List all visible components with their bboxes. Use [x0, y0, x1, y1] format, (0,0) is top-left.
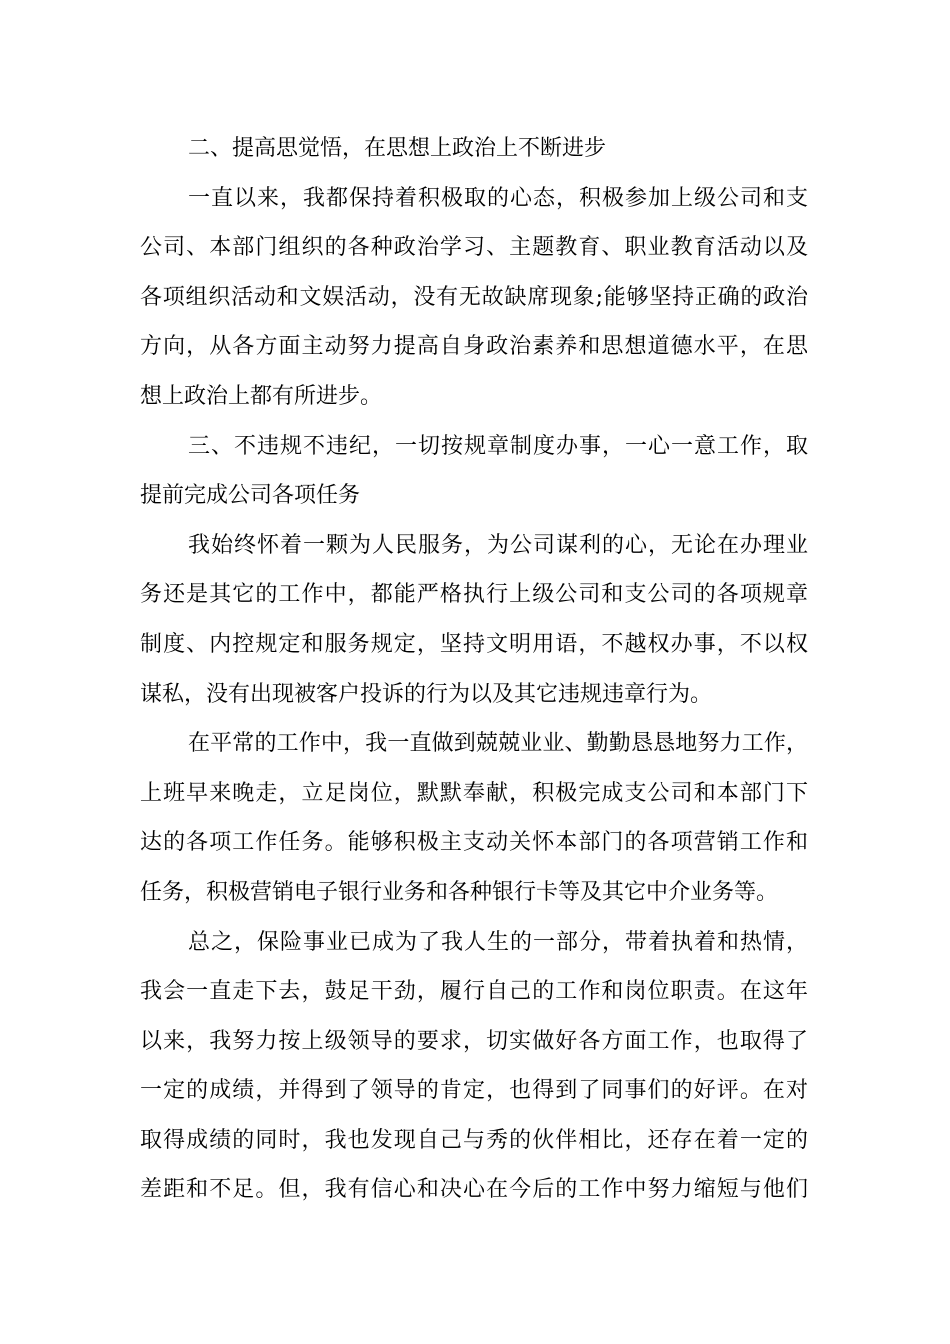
paragraph-line: 取得成绩的同时，我也发现自己与秀的伙伴相比，还存在着一定的 — [140, 1127, 808, 1153]
paragraph-line: 以来，我努力按上级领导的要求，切实做好各方面工作，也取得了 — [140, 1028, 808, 1054]
paragraph-line: 谋私，没有出现被客户投诉的行为以及其它违规违章行为。 — [140, 681, 713, 707]
paragraph-line: 总之，保险事业已成为了我人生的一部分，带着执着和热情， — [188, 929, 808, 955]
paragraph-line: 制度、内控规定和服务规定，坚持文明用语，不越权办事，不以权 — [140, 631, 808, 657]
paragraph-line: 方向，从各方面主动努力提高自身政治素养和思想道德水平，在思 — [140, 334, 808, 360]
document-body — [140, 124, 808, 1215]
paragraph-line: 各项组织活动和文娱活动，没有无故缺席现象;能够坚持正确的政治 — [140, 284, 808, 310]
section-heading-3-cont: 提前完成公司各项任务 — [140, 483, 361, 509]
paragraph-line: 任务，积极营销电子银行业务和各种银行卡等及其它中介业务等。 — [140, 879, 779, 905]
paragraph-line: 上班早来晚走，立足岗位，默默奉献，积极完成支公司和本部门下 — [140, 780, 808, 806]
paragraph-line: 一定的成绩，并得到了领导的肯定，也得到了同事们的好评。在对 — [140, 1078, 808, 1104]
section-heading-2: 二、提高思觉悟，在思想上政治上不断进步 — [188, 136, 607, 161]
paragraph-line: 达的各项工作任务。能够积极主支动关怀本部门的各项营销工作和 — [140, 830, 808, 856]
paragraph-line: 想上政治上都有所进步。 — [140, 383, 383, 409]
paragraph-line: 我会一直走下去，鼓足干劲，履行自己的工作和岗位职责。在这年 — [140, 979, 808, 1005]
paragraph-line: 务还是其它的工作中，都能严格执行上级公司和支公司的各项规章 — [140, 582, 808, 608]
paragraph-line: 差距和不足。但，我有信心和决心在今后的工作中努力缩短与他们 — [140, 1177, 808, 1203]
paragraph-line: 一直以来，我都保持着积极取的心态，积极参加上级公司和支 — [188, 185, 808, 211]
paragraph-line: 在平常的工作中，我一直做到兢兢业业、勤勤恳恳地努力工作， — [188, 731, 808, 757]
section-heading-3: 三、不违规不违纪，一切按规章制度办事，一心一意工作，取 — [188, 433, 808, 459]
paragraph-line: 我始终怀着一颗为人民服务，为公司谋利的心，无论在办理业 — [188, 532, 808, 558]
paragraph-line: 公司、本部门组织的各种政治学习、主题教育、职业教育活动以及 — [140, 235, 808, 261]
